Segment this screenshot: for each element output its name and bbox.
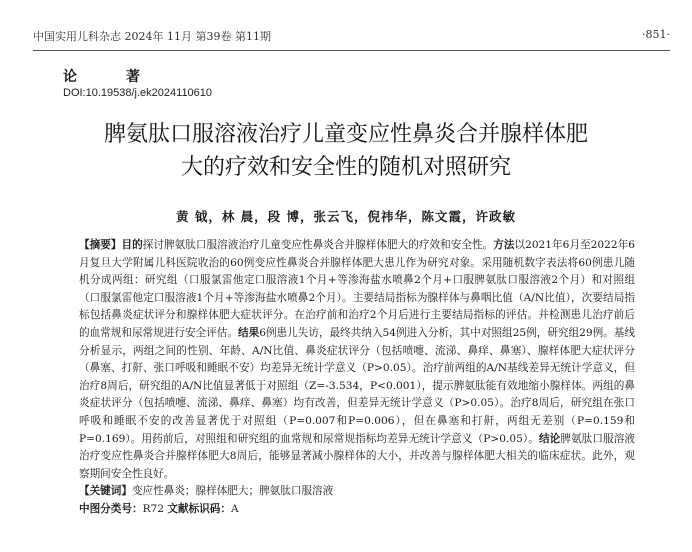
classification-line <box>79 501 635 519</box>
methods-label: 方法 <box>493 239 515 251</box>
results-text: 6例患儿失访，最终共纳入54例进入分析，其中对照组25例，研究组29例。基线分析显示，两组之间的性别、年龄、A/N比值、鼻炎症状评分（包括喷嚏、流涕、鼻痒、鼻塞）、腺样体肥大症状评分（鼻塞、打鼾、张口呼吸和睡眠不安）均差异无统计学意义（P>0.05）。治疗前两组的A/N基线差异无统计学意义，但治疗8周后，研究组的A/N比值显著低于对照组（Z=-3.534，P<0.001），提示脾氨肽能有效地缩小腺样体。两组的鼻炎症状评分（包括喷嚏、流涕、鼻痒、鼻塞）均有改善，但差异无统计学意义（P>0.05）。治疗8周后，研究组在张口呼吸和睡眠不安的改善显著优于对照组（P=0.007和P=0.006），但在鼻塞和打鼾，两组无差别（P=0.159和P=0.169）。用药前后，对照组和研究组的血常规和尿常规指标均差异无统计学意义（P>0.05）。 <box>79 326 635 445</box>
keywords-line <box>79 483 635 501</box>
classification-code: R72 <box>142 502 165 515</box>
methods-text: 以2021年6月至2022年6月复旦大学附属儿科医院收治的60例变应性鼻炎合并腺样体肥大患儿作为研究对象。采用随机数字表法将60例患儿随机分成两组：研究组（口服氯雷他定口服溶液1个月+等渗海盐水喷鼻2个月+口服脾氨肽口服溶液2个月）和对照组（口服氯雷他定口服溶液1个月+等渗海盐水喷鼻2个月）。主要结局指标为腺样体与鼻咽比值（A/N比值），次要结局指标包括鼻炎症状评分和腺样体肥大症状评分。在治疗前和治疗2个月后进行主要结局指标的评估。并检测患儿治疗前后的血常规和尿常规进行安全评估。 <box>79 239 636 339</box>
doi[interactable]: DOI:10.19538/j.ek2024110610 <box>63 87 213 99</box>
section-label: 论 著 <box>63 69 162 85</box>
abstract-body <box>79 237 635 483</box>
conclusion-label: 结论 <box>538 432 561 445</box>
page-number: ·851· <box>642 28 670 41</box>
results-label: 结果 <box>238 326 260 339</box>
author-list: 黄 钺，林 晨，段 博，张云飞，倪祎华，陈文霞，许政敏 <box>175 209 517 224</box>
article-title <box>40 118 652 184</box>
title-line-2: 大的疗效和安全性的随机对照研究 <box>180 155 511 180</box>
running-header <box>33 28 670 48</box>
header-divider <box>33 50 670 51</box>
abstract-label: 【摘要】 <box>79 239 122 251</box>
doc-code-label: 文献标识码： <box>167 502 231 515</box>
objective-label: 目的 <box>121 239 143 251</box>
journal-info: 中国实用儿科杂志 2024年 11月 第39卷 第11期 <box>33 30 271 43</box>
doc-code: A <box>230 502 239 515</box>
keywords-label: 【关键词】 <box>79 485 132 498</box>
objective-text: 探讨脾氨肽口服溶液治疗儿童变应性鼻炎合并腺样体肥大的疗效和安全性。 <box>142 239 494 251</box>
keywords-text: 变应性鼻炎；腺样体肥大；脾氨肽口服溶液 <box>131 485 334 498</box>
classification-label: 中图分类号： <box>79 502 143 515</box>
title-line-1: 脾氨肽口服溶液治疗儿童变应性鼻炎合并腺样体肥 <box>103 122 588 147</box>
abstract <box>79 237 635 519</box>
conclusion-text: 脾氨肽口服溶液治疗变应性鼻炎合并腺样体肥大8周后，能够显著减小腺样体的大小，并改善与腺样体肥大相关的临床症状。此外，观察期间安全性良好。 <box>79 432 635 480</box>
